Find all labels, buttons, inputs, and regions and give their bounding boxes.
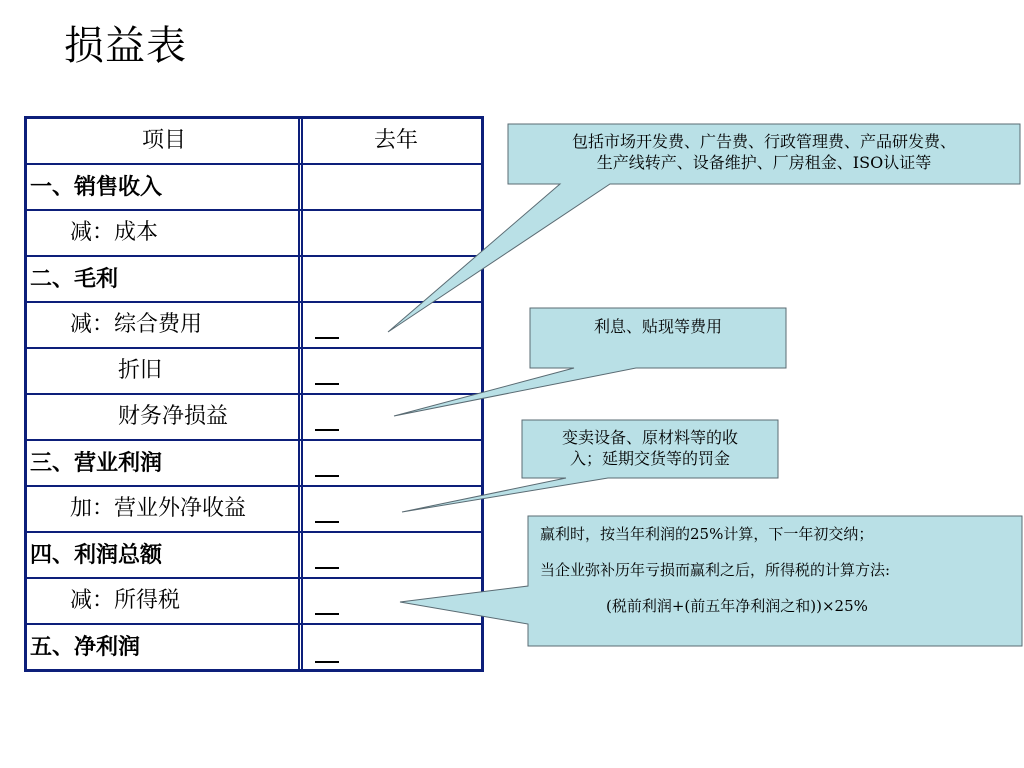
callout-finance-text (530, 316, 786, 337)
row-label: 四、利润总额 (30, 542, 163, 568)
callout-expenses-text (508, 131, 1020, 173)
callout-expenses-line2: 生产线转产、设备维护、厂房租金、ISO认证等 (596, 153, 932, 172)
row-label: 三、营业利润 (30, 450, 163, 476)
row-label: 加：营业外净收益 (70, 496, 247, 521)
callout-finance-line1: 利息、贴现等费用 (593, 317, 722, 336)
callout-tax-line1: 赢利时，按当年利润的25%计算，下一年初交纳； (540, 525, 874, 543)
row-label: 减：所得税 (70, 588, 181, 613)
row-label: 折旧 (118, 358, 163, 383)
page-title: 损益表 (64, 23, 187, 69)
callout-expenses-line1: 包括市场开发费、广告费、行政管理费、产品研发费、 (571, 132, 956, 151)
callout-tax-line2: 当企业弥补历年亏损而赢利之后，所得税的计算方法: (540, 561, 891, 579)
callout-nonop-text (522, 427, 778, 469)
callout-tax-text (540, 524, 1020, 617)
row-label: 五、净利润 (30, 634, 141, 660)
callout-nonop-line2: 入；延期交货等的罚金 (569, 449, 730, 468)
column-header-year: 去年 (373, 128, 418, 153)
row-label: 二、毛利 (30, 266, 119, 292)
row-label: 财务净损益 (118, 404, 229, 429)
callout-nonop-line1: 变卖设备、原材料等的收 (561, 428, 738, 447)
row-label: 一、销售收入 (30, 174, 163, 200)
row-label: 减：综合费用 (70, 312, 203, 337)
callout-tax-line3: (税前利润+(前五年净利润之和))×25% (606, 597, 868, 615)
column-header-item: 项目 (141, 128, 186, 153)
row-label: 减：成本 (70, 220, 159, 245)
